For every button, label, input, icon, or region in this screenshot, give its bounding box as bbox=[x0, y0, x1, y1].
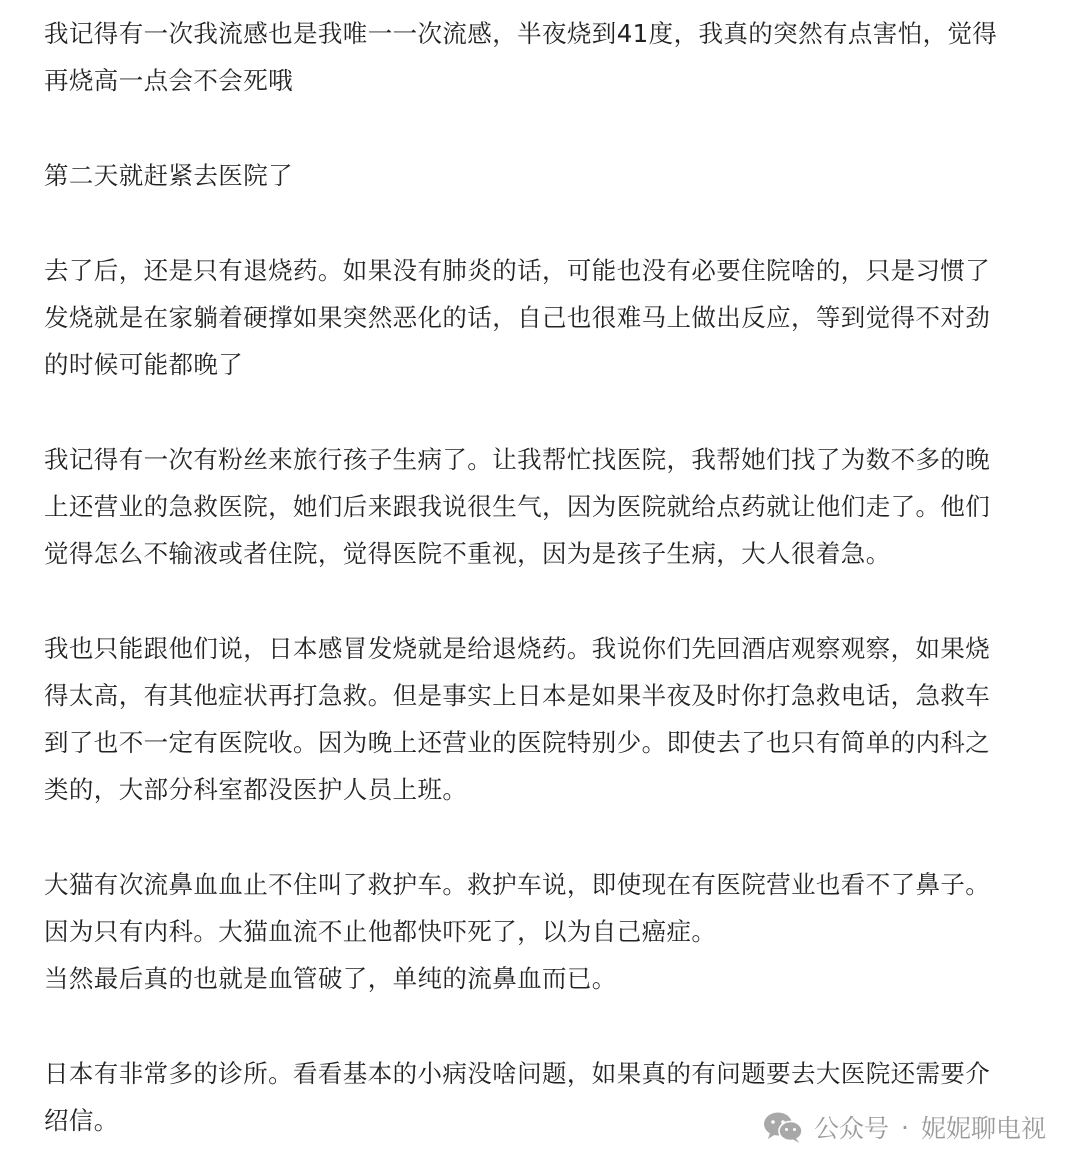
text-line: 得太高，有其他症状再打急救。但是事实上日本是如果半夜及时你打急救电话，急救车 bbox=[44, 681, 991, 710]
text-line: 的时候可能都晚了 bbox=[44, 350, 244, 379]
text-line: 我也只能跟他们说，日本感冒发烧就是给退烧药。我说你们先回酒店观察观察，如果烧 bbox=[44, 634, 991, 663]
paragraph-4 bbox=[44, 436, 1059, 577]
watermark-label: 公众号 bbox=[814, 1114, 890, 1143]
paragraph-5 bbox=[44, 625, 1059, 813]
paragraph-2 bbox=[44, 152, 1059, 199]
text-line: 大猫有次流鼻血血止不住叫了救护车。救护车说，即使现在有医院营业也看不了鼻子。 bbox=[44, 870, 991, 899]
text-line: 去了后，还是只有退烧药。如果没有肺炎的话，可能也没有必要住院啥的，只是习惯了 bbox=[44, 256, 991, 285]
watermark-separator: · bbox=[901, 1112, 909, 1142]
text-line: 当然最后真的也就是血管破了，单纯的流鼻血而已。 bbox=[44, 964, 617, 993]
paragraph-3 bbox=[44, 247, 1059, 388]
text-line: 我记得有一次我流感也是我唯一一次流感，半夜烧到41度，我真的突然有点害怕，觉得 bbox=[44, 19, 998, 48]
text-line: 上还营业的急救医院，她们后来跟我说很生气，因为医院就给点药就让他们走了。他们 bbox=[44, 492, 991, 521]
paragraph-1 bbox=[44, 10, 1059, 104]
text-line: 类的，大部分科室都没医护人员上班。 bbox=[44, 775, 468, 804]
watermark bbox=[762, 1109, 1046, 1145]
text-line: 觉得怎么不输液或者住院，觉得医院不重视，因为是孩子生病，大人很着急。 bbox=[44, 539, 891, 568]
text-line: 再烧高一点会不会死哦 bbox=[44, 66, 293, 95]
text-line: 第二天就赶紧去医院了 bbox=[44, 161, 293, 190]
text-line: 发烧就是在家躺着硬撑如果突然恶化的话，自己也很难马上做出反应，等到觉得不对劲 bbox=[44, 303, 991, 332]
text-line: 到了也不一定有医院收。因为晚上还营业的医院特别少。即使去了也只有简单的内科之 bbox=[44, 728, 991, 757]
text-line: 我记得有一次有粉丝来旅行孩子生病了。让我帮忙找医院，我帮她们找了为数不多的晚 bbox=[44, 445, 991, 474]
watermark-account: 妮妮聊电视 bbox=[920, 1114, 1046, 1143]
paragraph-6 bbox=[44, 861, 1059, 1002]
text-line: 日本有非常多的诊所。看看基本的小病没啥问题，如果真的有问题要去大医院还需要介 bbox=[44, 1059, 991, 1088]
article-body bbox=[44, 10, 1059, 1169]
wechat-icon bbox=[762, 1110, 804, 1144]
text-line: 因为只有内科。大猫血流不止他都快吓死了，以为自己癌症。 bbox=[44, 917, 717, 946]
text-line: 绍信。 bbox=[44, 1106, 119, 1135]
